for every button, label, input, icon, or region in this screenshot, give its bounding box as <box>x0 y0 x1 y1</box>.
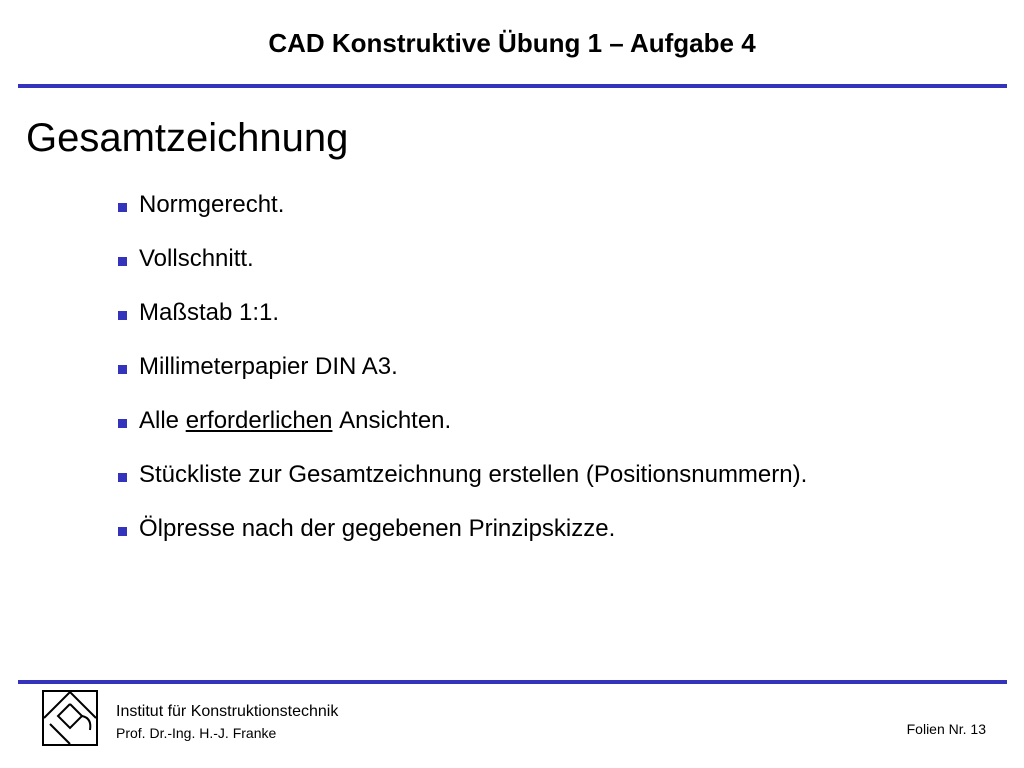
bullet-text-suffix: Ansichten. <box>339 407 452 434</box>
bullet-square-icon <box>118 257 127 266</box>
list-item <box>118 502 807 556</box>
bullet-text: Ölpresse nach der gegebenen Prinzipskizze. <box>139 515 616 542</box>
bullet-text: Maßstab 1:1. <box>139 299 280 326</box>
list-item <box>118 286 807 340</box>
footer-divider <box>18 680 1007 684</box>
bullet-text: Vollschnitt. <box>139 245 254 272</box>
list-item <box>118 232 807 286</box>
slide-title: CAD Konstruktive Übung 1 – Aufgabe 4 <box>268 28 756 58</box>
institute-name: Institut für Konstruktionstechnik <box>116 703 339 720</box>
institute-logo-icon <box>42 690 98 746</box>
bullet-square-icon <box>118 473 127 482</box>
bullet-text-prefix: Alle <box>139 407 180 434</box>
bullet-text: Millimeterpapier DIN A3. <box>139 353 398 380</box>
bullet-square-icon <box>118 419 127 428</box>
list-item <box>118 340 807 394</box>
bullet-list <box>118 178 807 556</box>
bullet-text-underlined: erforderlichen <box>185 407 333 434</box>
list-item <box>118 178 807 232</box>
section-heading: Gesamtzeichnung <box>26 116 349 160</box>
slide-number: Folien Nr. 13 <box>906 721 986 737</box>
bullet-text: Stückliste zur Gesamtzeichnung erstellen (Positionsnummern). <box>139 461 808 488</box>
bullet-square-icon <box>118 311 127 320</box>
bullet-text: Normgerecht. <box>139 191 285 218</box>
bullet-square-icon <box>118 365 127 374</box>
list-item <box>118 448 807 502</box>
professor-name: Prof. Dr.-Ing. H.-J. Franke <box>116 725 277 741</box>
bullet-square-icon <box>118 203 127 212</box>
header-divider <box>18 84 1007 88</box>
bullet-square-icon <box>118 527 127 536</box>
list-item <box>118 394 807 448</box>
